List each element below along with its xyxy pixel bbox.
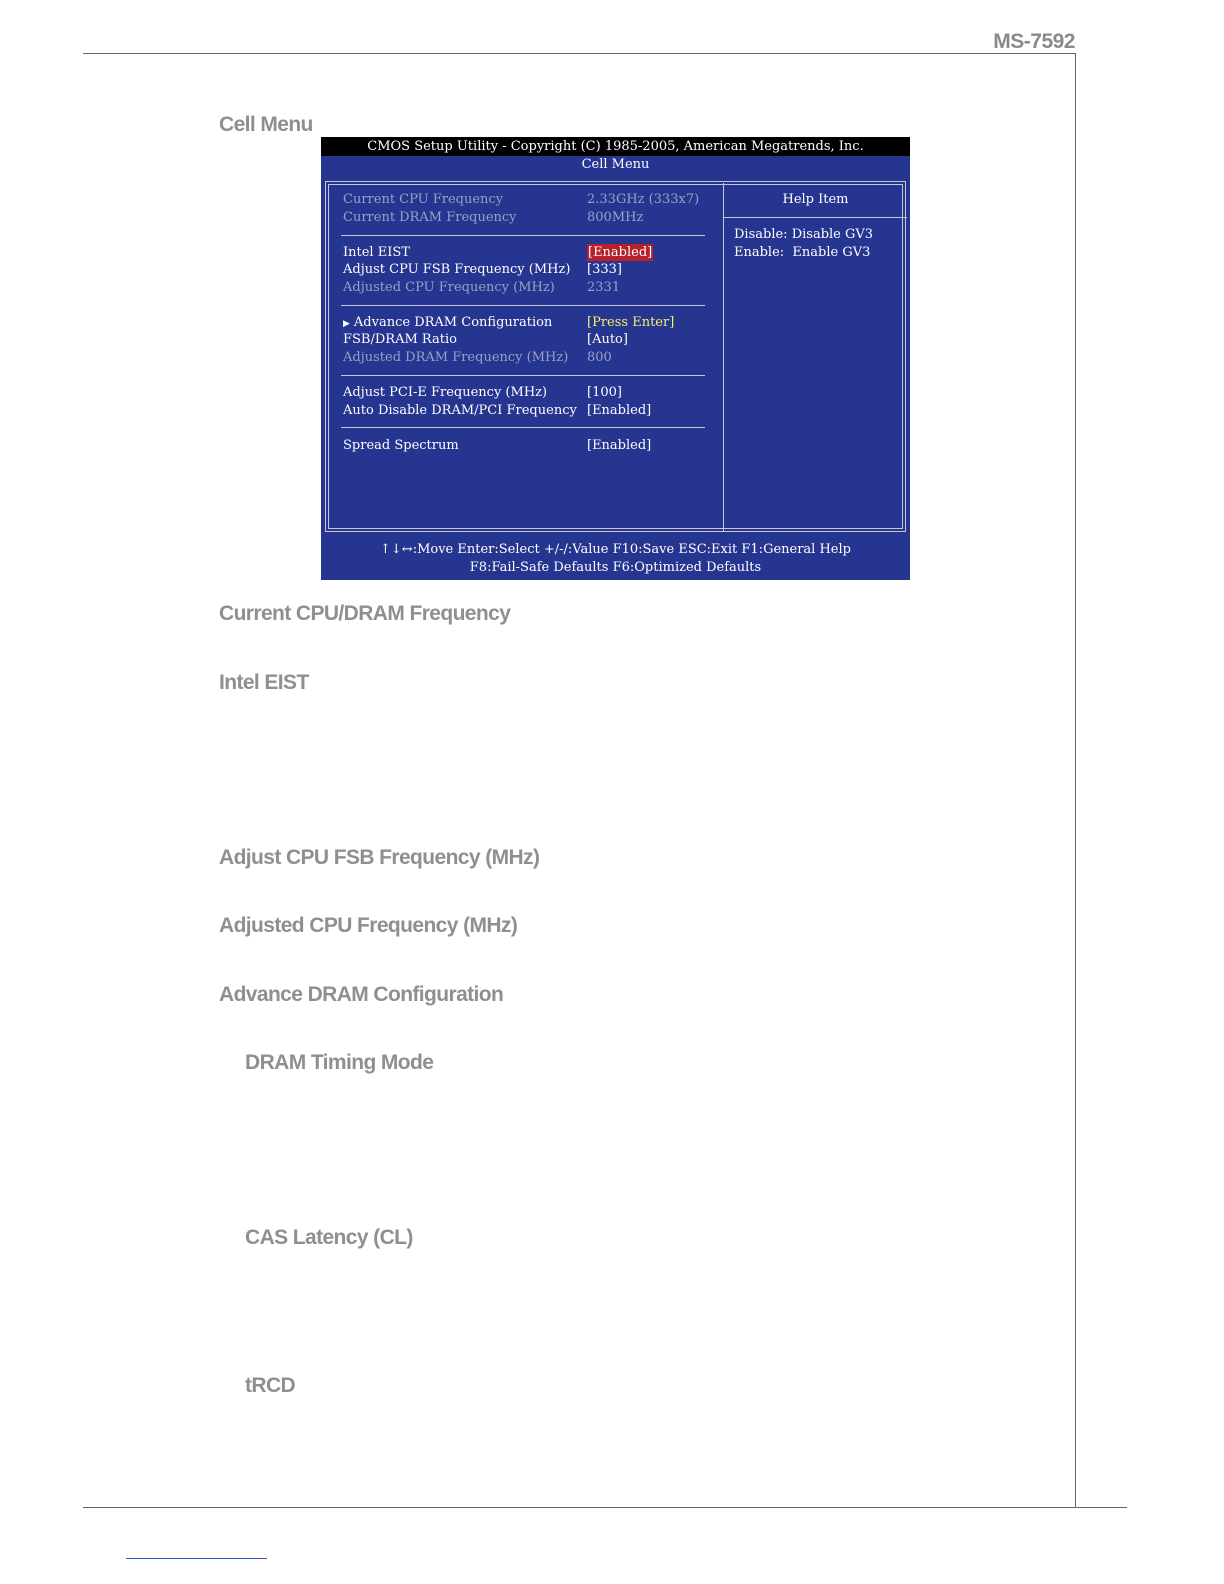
bios-item-label: Adjusted CPU Frequency (MHz) xyxy=(343,280,555,295)
bios-item-value[interactable]: [Auto] xyxy=(587,332,628,347)
bios-item-value[interactable]: [333] xyxy=(587,262,622,277)
bios-key-legend-line-1: ↑↓↔:Move Enter:Select +/-/:Value F10:Save ESC:Exit F1:General Help xyxy=(380,542,851,557)
bios-item-current-dram-frequency xyxy=(343,209,713,226)
bios-item-label-text: Advance DRAM Configuration xyxy=(353,315,553,330)
heading-advance-dram-configuration: Advance DRAM Configuration xyxy=(219,983,504,1006)
bios-item-label: Spread Spectrum xyxy=(343,438,459,453)
footer-link-underline xyxy=(126,1558,267,1559)
margin-rule xyxy=(1075,53,1076,1508)
heading-current-cpu-dram-frequency: Current CPU/DRAM Frequency xyxy=(219,602,511,625)
bios-item-value: 2.33GHz (333x7) xyxy=(587,192,700,207)
bios-screenshot xyxy=(321,137,910,580)
bios-item-adjusted-dram-frequency xyxy=(343,349,713,366)
bios-key-legend-line-2: F8:Fail-Safe Defaults F6:Optimized Defaults xyxy=(469,560,762,575)
bios-item-label: Intel EIST xyxy=(343,245,410,260)
bios-item-auto-disable-dram-pci-frequency[interactable] xyxy=(343,402,713,419)
section-title: Cell Menu xyxy=(219,113,313,136)
heading-adjust-cpu-fsb-frequency: Adjust CPU FSB Frequency (MHz) xyxy=(219,846,540,869)
help-panel-rule xyxy=(724,217,907,218)
model-number: MS-7592 xyxy=(993,30,1075,53)
bios-item-label: FSB/DRAM Ratio xyxy=(343,332,457,347)
bios-item-intel-eist[interactable] xyxy=(343,244,713,261)
heading-intel-eist: Intel EIST xyxy=(219,671,309,694)
subheading-trcd: tRCD xyxy=(245,1374,296,1397)
bios-item-spread-spectrum[interactable] xyxy=(343,437,713,454)
heading-adjusted-cpu-frequency: Adjusted CPU Frequency (MHz) xyxy=(219,914,518,937)
bios-item-value[interactable]: [Enabled] xyxy=(587,438,652,453)
bios-item-value: 800 xyxy=(587,350,612,365)
bios-item-label: Current CPU Frequency xyxy=(343,192,504,207)
submenu-arrow-icon: ▶ xyxy=(343,319,350,329)
subheading-cas-latency: CAS Latency (CL) xyxy=(245,1226,413,1249)
bios-item-value: 2331 xyxy=(587,280,621,295)
bios-item-label: Adjust CPU FSB Frequency (MHz) xyxy=(343,262,571,277)
bios-item-current-cpu-frequency xyxy=(343,191,713,208)
bios-item-fsb-dram-ratio[interactable] xyxy=(343,331,713,348)
help-panel-title: Help Item xyxy=(782,192,849,207)
bios-item-value-selected[interactable]: [Enabled] xyxy=(588,245,653,260)
footer-rule xyxy=(83,1507,1127,1508)
bios-separator xyxy=(341,375,705,376)
help-line-enable: Enable: Enable GV3 xyxy=(734,245,871,260)
bios-menu-title: Cell Menu xyxy=(581,157,650,172)
bios-separator xyxy=(341,305,705,306)
bios-item-value: 800MHz xyxy=(587,210,644,225)
bios-separator xyxy=(341,235,705,236)
bios-key-legend xyxy=(321,537,910,580)
bios-separator xyxy=(341,427,705,428)
bios-item-value[interactable]: [100] xyxy=(587,385,622,400)
bios-item-advance-dram-configuration[interactable] xyxy=(343,314,713,331)
bios-item-label: Adjusted DRAM Frequency (MHz) xyxy=(343,350,569,365)
header-rule xyxy=(83,53,1076,54)
bios-item-adjust-pcie-frequency[interactable] xyxy=(343,384,713,401)
bios-panel-divider xyxy=(723,183,724,532)
bios-item-label: Adjust PCI-E Frequency (MHz) xyxy=(343,385,548,400)
bios-item-value[interactable]: [Enabled] xyxy=(587,403,652,418)
subheading-dram-timing-mode: DRAM Timing Mode xyxy=(245,1051,434,1074)
bios-item-label: Current DRAM Frequency xyxy=(343,210,517,225)
bios-item-adjusted-cpu-frequency xyxy=(343,279,713,296)
help-line-disable: Disable: Disable GV3 xyxy=(734,227,874,242)
bios-item-value-submenu[interactable]: [Press Enter] xyxy=(587,315,675,330)
bios-item-adjust-cpu-fsb-frequency[interactable] xyxy=(343,261,713,278)
bios-item-label: Auto Disable DRAM/PCI Frequency xyxy=(343,403,577,418)
bios-title-bar: CMOS Setup Utility - Copyright (C) 1985-2005, American Megatrends, Inc. xyxy=(321,137,910,156)
